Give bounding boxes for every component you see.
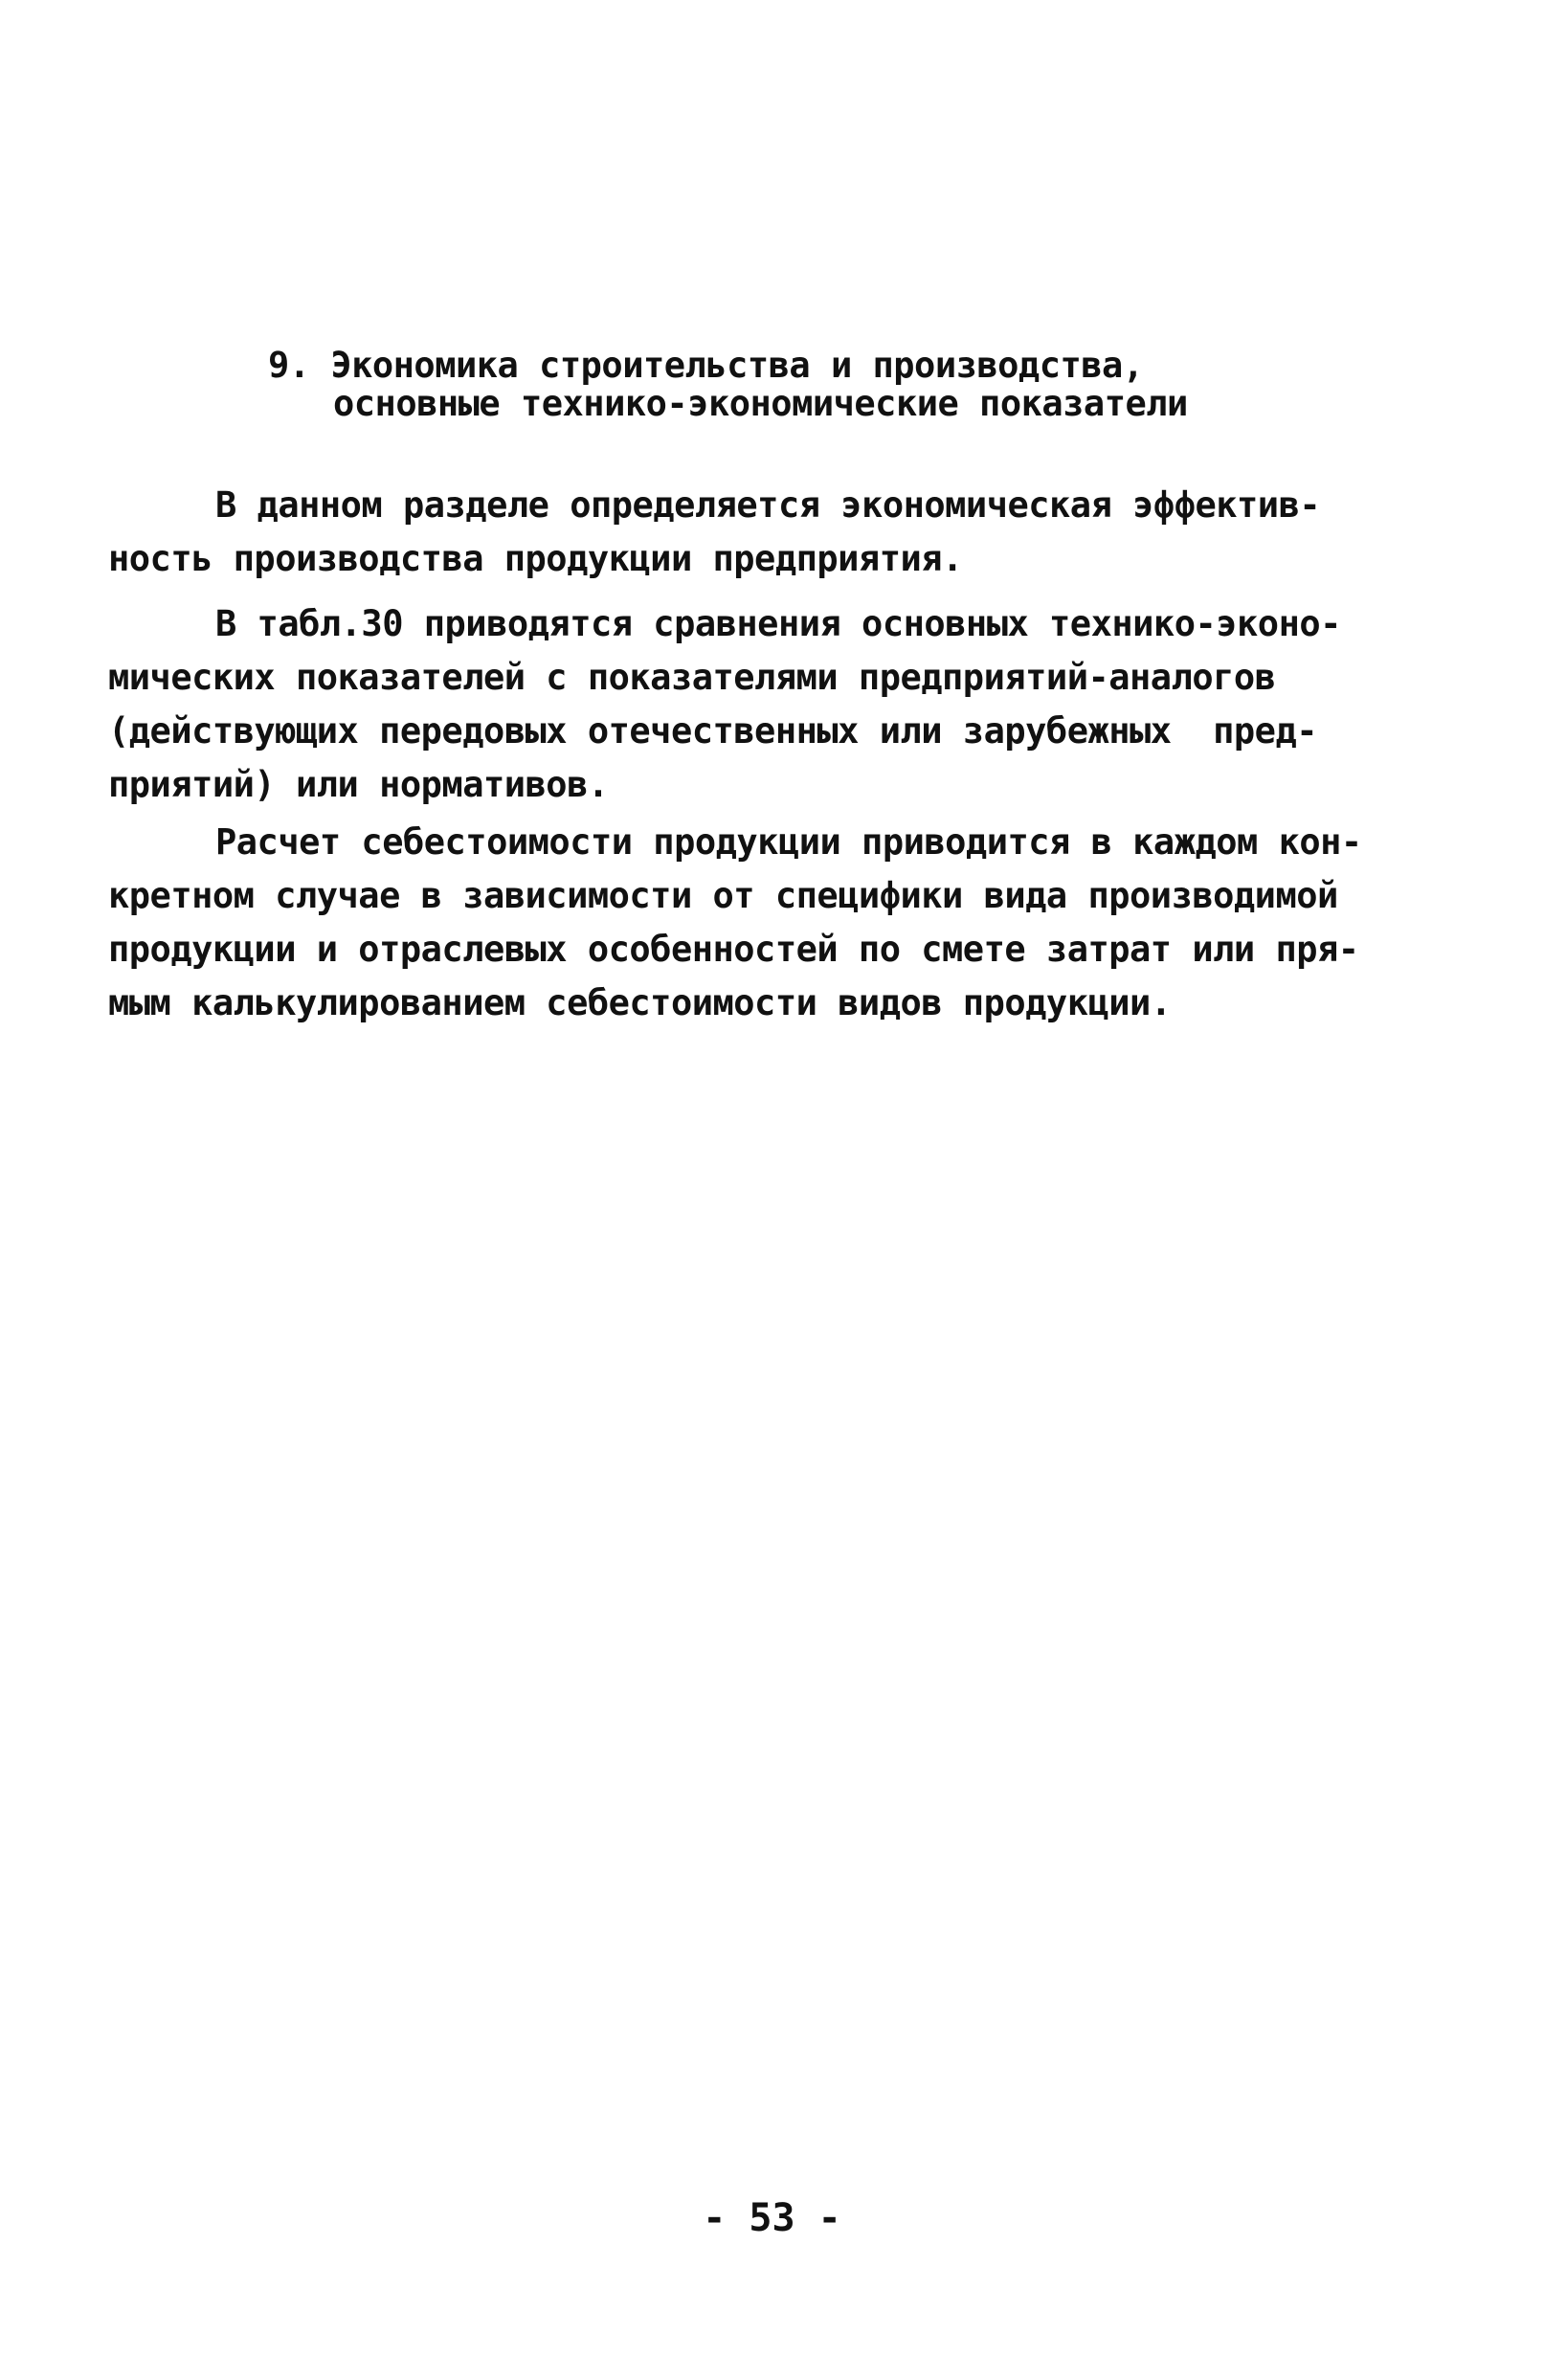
section-heading [268, 347, 1340, 423]
paragraph-line: мических показателей с показателями предприятий-аналогов [108, 657, 1276, 698]
section-heading-line-1: 9. Экономика строительства и производства, [268, 345, 1144, 386]
page-number: - 53 - [703, 2196, 841, 2240]
paragraph-line: В данном разделе определяется экономическая эффектив- [215, 484, 1321, 526]
section-heading-line-2: основные технико-экономические показатели [333, 383, 1188, 424]
paragraph-line: ность производства продукции предприятия. [108, 538, 963, 579]
paragraph-2 [108, 597, 1341, 812]
paragraph-line: Расчет себестоимости продукции приводится в каждом кон- [215, 821, 1362, 863]
paragraph-line: приятий) или нормативов. [108, 764, 609, 805]
paragraph-line: В табл.30 приводятся сравнения основных технико-эконо- [215, 603, 1341, 644]
paragraph-3 [108, 816, 1362, 1030]
paragraph-line: продукции и отраслевых особенностей по смете затрат или пря- [108, 929, 1359, 970]
paragraph-line: кретном случае в зависимости от специфики вида производимой [108, 875, 1338, 916]
paragraph-line: (действующих передовых отечественных или зарубежных пред- [108, 710, 1318, 752]
paragraph-1 [108, 479, 1321, 586]
paragraph-line: мым калькулированием себестоимости видов продукции. [108, 982, 1172, 1023]
